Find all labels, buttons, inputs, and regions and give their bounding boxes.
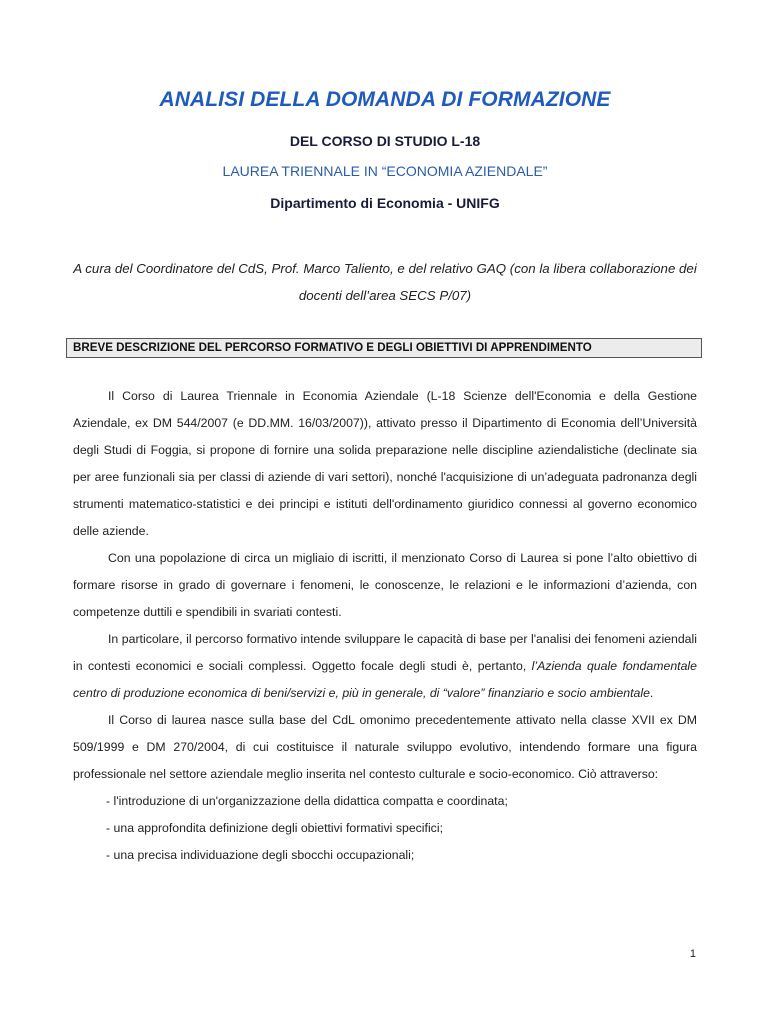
curator-note: A cura del Coordinatore del CdS, Prof. Marco Taliento, e del relativo GAQ (con la libera collaborazione dei docenti dell’area SECS P/07) bbox=[73, 261, 697, 303]
paragraph-2: Con una popolazione di circa un migliaio di iscritti, il menzionato Corso di Laurea si pone l’alto obiettivo di formare risorse in grado di governare i fenomeni, le conoscenze, le relazioni e le informazioni d’azienda, con competenze duttili e spendibili in svariati contesti. bbox=[73, 551, 697, 619]
paragraph-3-end: . bbox=[649, 686, 654, 700]
paragraph-3-start: In particolare, il percorso formativo intende sviluppare le capacità di base per l'analisi dei fenomeni aziendali in contesti economici e sociali complessi. Oggetto focale degli studi è, pertanto, bbox=[73, 632, 697, 673]
department-subtitle: Dipartimento di Economia - UNIFG bbox=[270, 195, 500, 211]
list-item: - una approfondita definizione degli obiettivi formativi specifici; bbox=[106, 821, 443, 835]
page-number: 1 bbox=[689, 948, 696, 960]
paragraph-3-italic: l’Azienda quale fondamentale centro di produzione economica di beni/servizi e, più in generale, di “valore” finanziario e socio ambientale bbox=[73, 659, 697, 700]
paragraph-4: Il Corso di laurea nasce sulla base del CdL omonimo precedentemente attivato nella classe XVII ex DM 509/1999 e DM 270/2004, di cui costituisce il naturale sviluppo evolutivo, intendendo formare una figura professionale nel settore aziendale meglio inserita nel contesto culturale e socio-economico. Ciò attraverso: bbox=[73, 713, 697, 781]
degree-subtitle: LAUREA TRIENNALE IN “ECONOMIA AZIENDALE” bbox=[222, 163, 548, 179]
section-title: BREVE DESCRIZIONE DEL PERCORSO FORMATIVO E DEGLI OBIETTIVI DI APPRENDIMENTO bbox=[73, 341, 592, 354]
section-header-box bbox=[66, 338, 702, 358]
list-item: - l'introduzione di un'organizzazione della didattica compatta e coordinata; bbox=[106, 794, 508, 808]
paragraph-3 bbox=[73, 626, 697, 707]
body-text bbox=[73, 383, 697, 869]
course-subtitle: DEL CORSO DI STUDIO L-18 bbox=[289, 133, 481, 149]
paragraph-1: Il Corso di Laurea Triennale in Economia Aziendale (L-18 Scienze dell'Economia e della Gestione Aziendale, ex DM 544/2007 (e DD.MM. 16/03/2007)), attivato presso il Dipartimento di Economia dell’Università degli Studi di Foggia, si propone di fornire una solida preparazione nelle discipline aziendalistiche (declinate sia per aree funzionali sia per classi di aziende di vari settori), nonché l'acquisizione di un’adeguata padronanza degli strumenti matematico-statistici e dei principi e istituti dell'ordinamento giuridico connessi al governo economico delle aziende. bbox=[73, 389, 697, 538]
list-item: - una precisa individuazione degli sbocchi occupazionali; bbox=[106, 848, 415, 862]
document-title: ANALISI DELLA DOMANDA DI FORMAZIONE bbox=[159, 88, 611, 111]
